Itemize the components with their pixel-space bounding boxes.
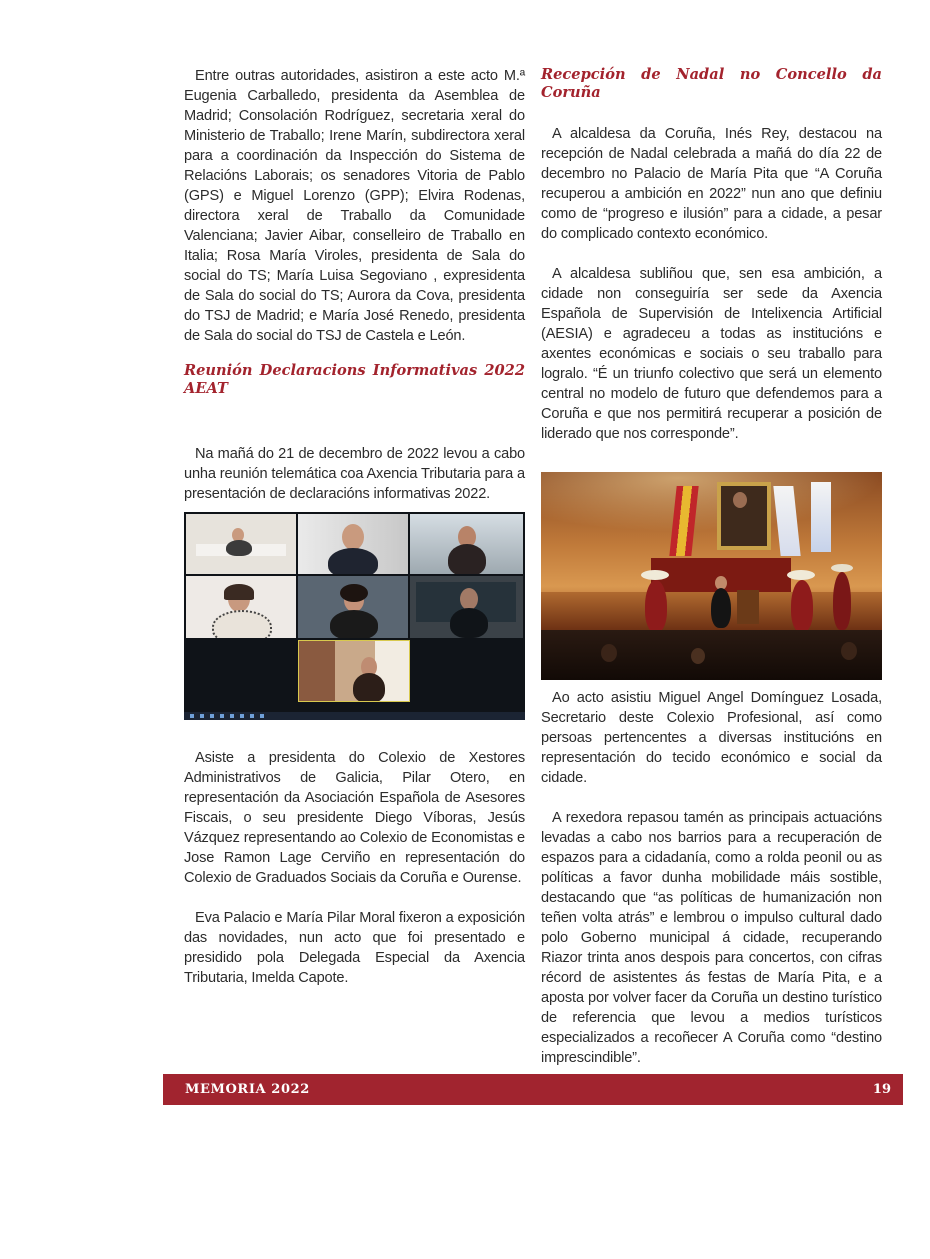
participant-tile [298,640,410,702]
footer-title: MEMORIA 2022 [185,1082,310,1097]
mayor-quote-paragraph: A alcaldesa subliñou que, sen esa ambición, a cidade non conseguiría ser sede da Axencia Española de Supervisión de Intelixencia Artificial (AESIA) e agradeceu a todas as institucións e axentes económicas e sociais o seu traballo para logralo. “É un triunfo colectivo que será un elemento central no modelo de futuro que defendemos para a Coruña e que nos permitirá recuperar a posición de liderado que nos corresponde”. [541,266,882,442]
attendees-paragraph: Asiste a presidenta do Colexio de Xestores Administrativos de Galicia, Pilar Otero, en representación da Asociación Española de Asesores Fiscais, o seu presidente Diego Víboras, Jesús Vázquez representando ao Colexio de Economistas e Jose Ramon Lage Cerviño en representación do Colexio de Graduados Sociais da Coruña e Ourense. [184,750,525,886]
right-column [541,66,882,1068]
participant-tile [186,576,296,638]
secretary-attendance-paragraph: Ao acto asistiu Miguel Angel Domínguez Losada, Secretario deste Colexio Profesional, así como persoas pertencentes a diversas institucións en representación do tecido económico e social da cidade. [541,690,882,786]
left-column [184,66,525,988]
windows-taskbar [184,712,525,720]
participant-tile [186,514,296,574]
mayor-actions-paragraph: A rexedora repasou tamén as principais actuacións levadas a cabo nos barrios para a recuperación de espazos para a cidadanía, como a rolda peonil ou as políticas a favor dunha mobilidade máis sostible, destacando que “as políticas de humanización non teñen volta atrás” e lembrou o impulso cultural dado polo Goberno municipal á cidade, recuperando Riazor trinta anos despois para concertos, con cifras récord de asistentes ás festas de María Pita, e a aposta por volver facer da Coruña un destino turístico de referencia que levou a medios turísticos especializados a recoñecer A Coruña como “destino imprescindible”. [541,810,882,1066]
participant-tile [298,576,408,638]
footer-bar [163,1074,903,1105]
video-call-photo [184,512,525,720]
christmas-reception-heading: Recepción de Nadal no Concello da Coruña [541,66,882,101]
participant-tile [298,514,408,574]
ceremony-photo [541,472,882,680]
authorities-paragraph: Entre outras autoridades, asistiron a este acto M.ª Eugenia Carballedo, presidenta da Asemblea de Madrid; Consolación Rodríguez, secretaria xeral do Ministerio de Traballo; Irene Marín, subdirectora xeral para a coordinación da Inspección do Sistema de Relacións Laborais; os senadores Vitoria de Pablo (GPS) e Miguel Lorenzo (GPP); Elvira Rodenas, directora xeral de Traballo da Comunidade Valenciana; Javier Aibar, conselleiro de Traballo en Italia; Rosa María Viroles, presidenta de Sala do social do TS; María Luisa Segoviano , expresidenta de Sala do social do TS; Aurora da Cova, presidenta do TSJ de Madrid; e María José Renedo, presidenta de Sala do social do TSJ de Castela e León. [184,68,525,344]
reception-intro-paragraph: A alcaldesa da Coruña, Inés Rey, destacou na recepción de Nadal celebrada a mañá do día 22 de decembro no Palacio de María Pita que “A Coruña recuperou a ambición en 2022” nun ano que definiu como de “progreso e ilusión” para a cidade, a pesar do complicado contexto económico. [541,126,882,242]
page-number: 19 [872,1082,891,1097]
aeat-meeting-heading: Reunión Declaracions Informativas 2022 AEAT [184,362,525,397]
aeat-meeting-intro: Na mañá do 21 de decembro de 2022 levou a cabo unha reunión telemática coa Axencia Tributaria para a presentación de declaracións informativas 2022. [184,446,525,502]
participant-tile [410,576,523,638]
participant-tile [410,514,523,574]
presentation-paragraph: Eva Palacio e María Pilar Moral fixeron a exposición das novidades, nun acto que foi presentado e presidido pola Delegada Especial da Axencia Tributaria, Imelda Capote. [184,910,525,986]
